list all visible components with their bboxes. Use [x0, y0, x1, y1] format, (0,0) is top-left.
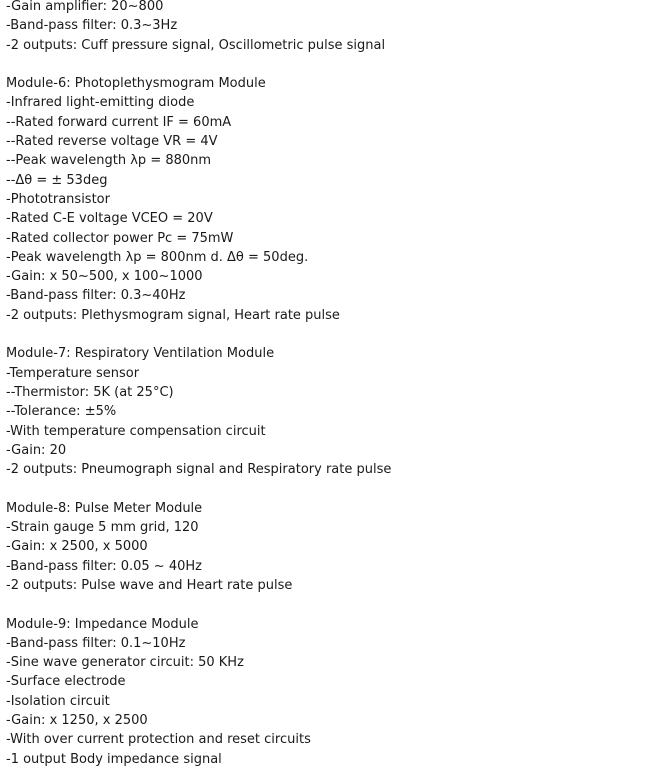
intro-line: -2 outputs: Cuff pressure signal, Oscillometric pulse signal: [6, 37, 386, 53]
section-gap: [6, 595, 642, 614]
section-gap: [6, 325, 642, 344]
module6-line: -Infrared light-emitting diode: [6, 95, 195, 111]
module7-line: -2 outputs: Pneumograph signal and Respiratory rate pulse: [6, 462, 392, 478]
module9-line: -1 output Body impedance signal: [6, 751, 222, 767]
module8-line: -Gain: x 2500, x 5000: [6, 539, 148, 555]
module6-line: --Rated forward current IF = 60mA: [6, 114, 232, 130]
module6-line: -Rated collector power Pc = 75mW: [6, 230, 234, 246]
section-gap: [6, 479, 642, 498]
module8-line: -Band-pass filter: 0.05 ~ 40Hz: [6, 558, 202, 574]
module6-line: --Δθ = ± 53deg: [6, 172, 108, 188]
module7-line: -With temperature compensation circuit: [6, 423, 266, 439]
module9-title: Module-9: Impedance Module: [6, 616, 199, 632]
module8-line: -Strain gauge 5 mm grid, 120: [6, 520, 199, 536]
module9-line: -Band-pass filter: 0.1~10Hz: [6, 635, 186, 651]
module9-line: -Gain: x 1250, x 2500: [6, 712, 148, 728]
module6-line: -Rated C-E voltage VCEO = 20V: [6, 211, 213, 227]
module9-line: -Isolation circuit: [6, 693, 110, 709]
module7-line: -Gain: 20: [6, 442, 67, 458]
module7-line: --Thermistor: 5K (at 25°C): [6, 384, 174, 400]
module6-title: Module-6: Photoplethysmogram Module: [6, 76, 266, 92]
module8-title: Module-8: Pulse Meter Module: [6, 500, 203, 516]
spec-document: [6, 0, 642, 769]
module8-line: -2 outputs: Pulse wave and Heart rate pulse: [6, 577, 293, 593]
module6-line: -Band-pass filter: 0.3~40Hz: [6, 288, 186, 304]
module6-line: --Peak wavelength λp = 880nm: [6, 153, 212, 169]
module6-line: -Phototransistor: [6, 191, 110, 207]
module6-line: -Gain: x 50~500, x 100~1000: [6, 269, 203, 285]
module6-line: --Rated reverse voltage VR = 4V: [6, 134, 218, 150]
module6-line: -Peak wavelength λp = 800nm d. Δθ = 50deg.: [6, 249, 309, 265]
intro-line: -Gain amplifier: 20~800: [6, 0, 164, 14]
module7-line: -Temperature sensor: [6, 365, 140, 381]
module7-title: Module-7: Respiratory Ventilation Module: [6, 346, 275, 362]
section-gap: [6, 55, 642, 74]
module9-line: -Surface electrode: [6, 674, 126, 690]
intro-line: -Band-pass filter: 0.3~3Hz: [6, 18, 178, 34]
module9-line: -With over current protection and reset circuits: [6, 732, 311, 748]
module6-line: -2 outputs: Plethysmogram signal, Heart rate pulse: [6, 307, 340, 323]
module9-line: -Sine wave generator circuit: 50 KHz: [6, 655, 244, 671]
module7-line: --Tolerance: ±5%: [6, 404, 117, 420]
